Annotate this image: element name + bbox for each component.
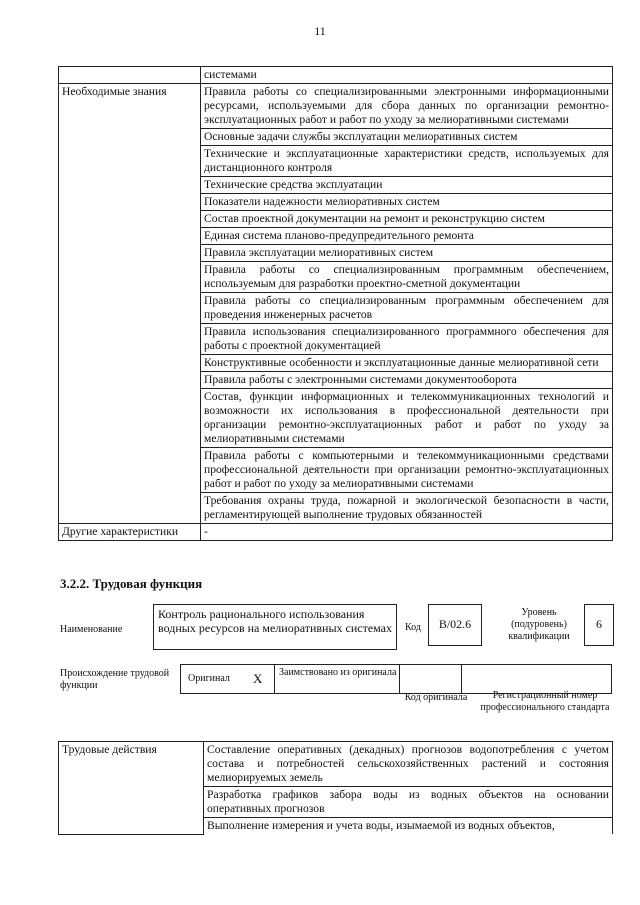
origin-label: Происхождение трудовой функции — [60, 668, 170, 691]
knowledge-item: Правила использования специализированного программного обеспечения для работы с проектной документацией — [201, 324, 613, 355]
original-code-cell — [400, 664, 462, 694]
knowledge-item: Показатели надежности мелиоративных систем — [201, 194, 613, 211]
continued-text-cell: системами — [201, 67, 613, 84]
knowledge-item: Правила работы со специализированными электронными информационными ресурсами, используемыми для сбора данных по организации ремонтно-эксплуатационных работ и работ по уходу за мелиоративными системами — [201, 84, 613, 129]
page-number: 11 — [314, 24, 326, 38]
knowledge-item: Технические и эксплуатационные характеристики средств, используемых для дистанционного контроля — [201, 146, 613, 177]
knowledge-item: Требования охраны труда, пожарной и экологической безопасности в части, регламентирующей выполнение трудовых обязанностей — [201, 493, 613, 524]
function-name-label: Наименование — [60, 624, 123, 635]
table-row — [59, 524, 613, 541]
knowledge-item: Правила работы с компьютерными и телекоммуникационными средствами профессиональной деятельности при организации ремонтно-эксплуатационных работ и работ по уходу за мелиоративными системами — [201, 448, 613, 493]
labour-actions-label: Трудовые действия — [59, 742, 204, 835]
knowledge-item: Правила работы с электронными системами документооборота — [201, 372, 613, 389]
labour-actions-table — [58, 741, 613, 835]
qualification-level-value: 6 — [584, 604, 614, 646]
function-code-label: Код — [405, 622, 421, 633]
other-characteristics-label: Другие характеристики — [59, 524, 201, 541]
knowledge-item: Правила эксплуатации мелиоративных систем — [201, 245, 613, 262]
knowledge-item: Состав проектной документации на ремонт и реконструкцию систем — [201, 211, 613, 228]
knowledge-item: Правила работы со специализированным программным обеспечением для проведения инженерных расчетов — [201, 293, 613, 324]
other-characteristics-value: - — [201, 524, 613, 541]
required-knowledge-label: Необходимые знания — [59, 84, 201, 524]
knowledge-item: Состав, функции информационных и телекоммуникационных технологий и возможности их использования в профессиональной деятельности при организации ремонтно-эксплуатационных работ и работ по уходу за мелиоративными системами — [201, 389, 613, 448]
borrowed-label: Заимствовано из оригинала — [279, 667, 397, 678]
original-cell — [180, 664, 275, 694]
function-name-value: Контроль рационального использования водных ресурсов на мелиоративных системах — [153, 604, 397, 650]
labour-action-item: Разработка графиков забора воды из водных объектов на основании оперативных прогнозов — [204, 787, 613, 818]
knowledge-item: Единая система планово-предупредительного ремонта — [201, 228, 613, 245]
knowledge-item: Основные задачи службы эксплуатации мелиоративных систем — [201, 129, 613, 146]
table-row — [59, 84, 613, 129]
original-mark: X — [253, 671, 263, 686]
knowledge-item: Правила работы со специализированным программным обеспечением, используемым для разработки проектно-сметной документации — [201, 262, 613, 293]
table-row — [59, 67, 613, 84]
labour-action-item: Составление оперативных (декадных) прогнозов водопотребления с учетом состава и потребностей сельскохозяйственных растений и состояния мелиорируемых земель — [204, 742, 613, 787]
qualification-level-label: Уровень (подуровень) квалификации — [508, 607, 570, 642]
borrowed-cell — [275, 664, 400, 694]
empty-label-cell — [59, 67, 201, 84]
function-code-value: B/02.6 — [428, 604, 482, 646]
knowledge-table — [58, 66, 613, 541]
original-code-caption: Код оригинала — [404, 692, 468, 703]
section-heading: 3.2.2. Трудовая функция — [60, 576, 203, 591]
knowledge-item: Конструктивные особенности и эксплуатационные данные мелиоративной сети — [201, 355, 613, 372]
labour-action-item: Выполнение измерения и учета воды, изымаемой из водных объектов, — [204, 818, 613, 835]
reg-number-caption: Регистрационный номер профессионального стандарта — [480, 690, 610, 713]
knowledge-item: Технические средства эксплуатации — [201, 177, 613, 194]
original-label: Оригинал — [188, 673, 230, 684]
table-row — [59, 742, 613, 787]
